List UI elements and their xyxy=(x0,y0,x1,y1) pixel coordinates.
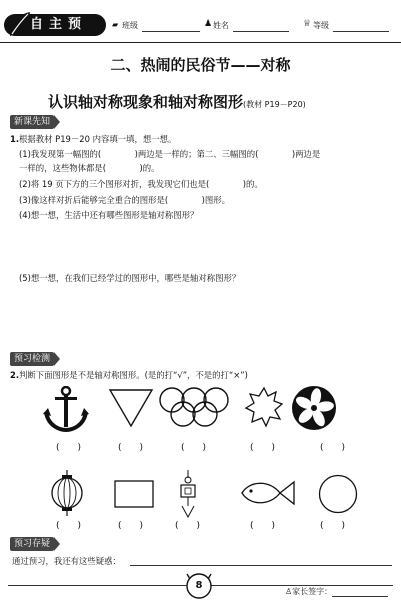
q1-line xyxy=(10,133,176,145)
anchor-icon xyxy=(42,386,90,432)
answer-paren[interactable]: ( ) xyxy=(250,443,276,453)
answer-paren[interactable]: ( ) xyxy=(118,443,144,453)
parent-sign-field[interactable] xyxy=(332,596,388,597)
parent-sign-label xyxy=(285,586,332,597)
class-label: 班级 xyxy=(122,21,138,30)
q1-number: 1. xyxy=(10,134,20,144)
triangle-icon xyxy=(108,388,154,428)
q1-item-4: (4)想一想，生活中还有哪些图形是轴对称图形？ xyxy=(19,210,199,220)
lesson-ref: (教材 P19－P20) xyxy=(243,100,306,109)
leaf-icon xyxy=(244,386,284,430)
page-number: 8 xyxy=(195,580,203,591)
q2-number: 2. xyxy=(10,370,20,380)
page-header xyxy=(0,0,401,52)
q1-item-1b: 一样的，这些物体都是( )的。 xyxy=(19,163,160,173)
class-field[interactable] xyxy=(142,31,200,32)
section-title: 二、热闹的民俗节——对称 xyxy=(110,56,291,74)
parent-sign-text: 家长签字： xyxy=(292,587,333,596)
doubt-prompt: 通过预习，我还有这些疑惑： xyxy=(12,556,121,566)
lesson-title-text: 认识轴对称现象和轴对称图形 xyxy=(48,93,244,111)
q1-item-5: (5)想一想，在我们已经学过的图形中，哪些是轴对称图形？ xyxy=(19,273,241,283)
circle-icon xyxy=(318,474,358,514)
grade-field[interactable] xyxy=(333,31,389,32)
olympic-rings-icon xyxy=(158,386,230,430)
q1-item-3: (3)像这样对折后能够完全重合的图形是( )图形。 xyxy=(19,195,231,205)
name-label: 姓名 xyxy=(213,21,229,30)
preview-check-tag: 预习检测 xyxy=(10,352,54,366)
answer-paren[interactable]: ( ) xyxy=(250,521,276,531)
answer-paren[interactable]: ( ) xyxy=(118,521,144,531)
q1-text: 根据教材 P19－20 内容填一填，想一想。 xyxy=(19,134,177,144)
q2-text: 判断下面图形是不是轴对称图形。(是的打“√”，不是的打“×”) xyxy=(19,370,248,380)
grade-icon: ♕ xyxy=(303,19,312,29)
answer-paren[interactable]: ( ) xyxy=(320,521,346,531)
answer-paren[interactable]: ( ) xyxy=(56,443,82,453)
answer-paren[interactable]: ( ) xyxy=(175,521,201,531)
lesson-title xyxy=(48,91,306,116)
name-field[interactable] xyxy=(233,31,289,32)
q1-item-1a: (1)我发现第一幅图的( )两边是一样的；第二、三幅图的( )两边是 xyxy=(19,149,321,159)
doubt-answer-line[interactable] xyxy=(130,565,392,566)
answer-paren[interactable]: ( ) xyxy=(320,443,346,453)
header-badge-text: 自主预习 xyxy=(30,17,88,52)
bulb-icon: ♟ xyxy=(204,19,213,29)
q2-line xyxy=(10,369,248,381)
coin-ornament-icon xyxy=(176,470,200,518)
bauhinia-flower-icon xyxy=(291,385,337,431)
q1-item-2: (2)将 19 页下方的三个图形对折，我发现它们也是( )的。 xyxy=(19,179,263,189)
answer-paren[interactable]: ( ) xyxy=(181,443,207,453)
answer-paren[interactable]: ( ) xyxy=(56,521,82,531)
fish-icon xyxy=(240,478,296,508)
sign-icon: ♙ xyxy=(285,587,293,596)
grade-label: 等级 xyxy=(313,21,329,30)
preview-doubt-tag: 预习存疑 xyxy=(10,537,54,551)
new-lesson-tag: 新课先知 xyxy=(10,115,54,129)
class-icon: ▰ xyxy=(112,20,119,29)
header-rule xyxy=(0,42,401,43)
leaf-logo-icon xyxy=(6,10,32,40)
lantern-icon xyxy=(50,470,84,516)
rectangle-icon xyxy=(114,480,154,508)
